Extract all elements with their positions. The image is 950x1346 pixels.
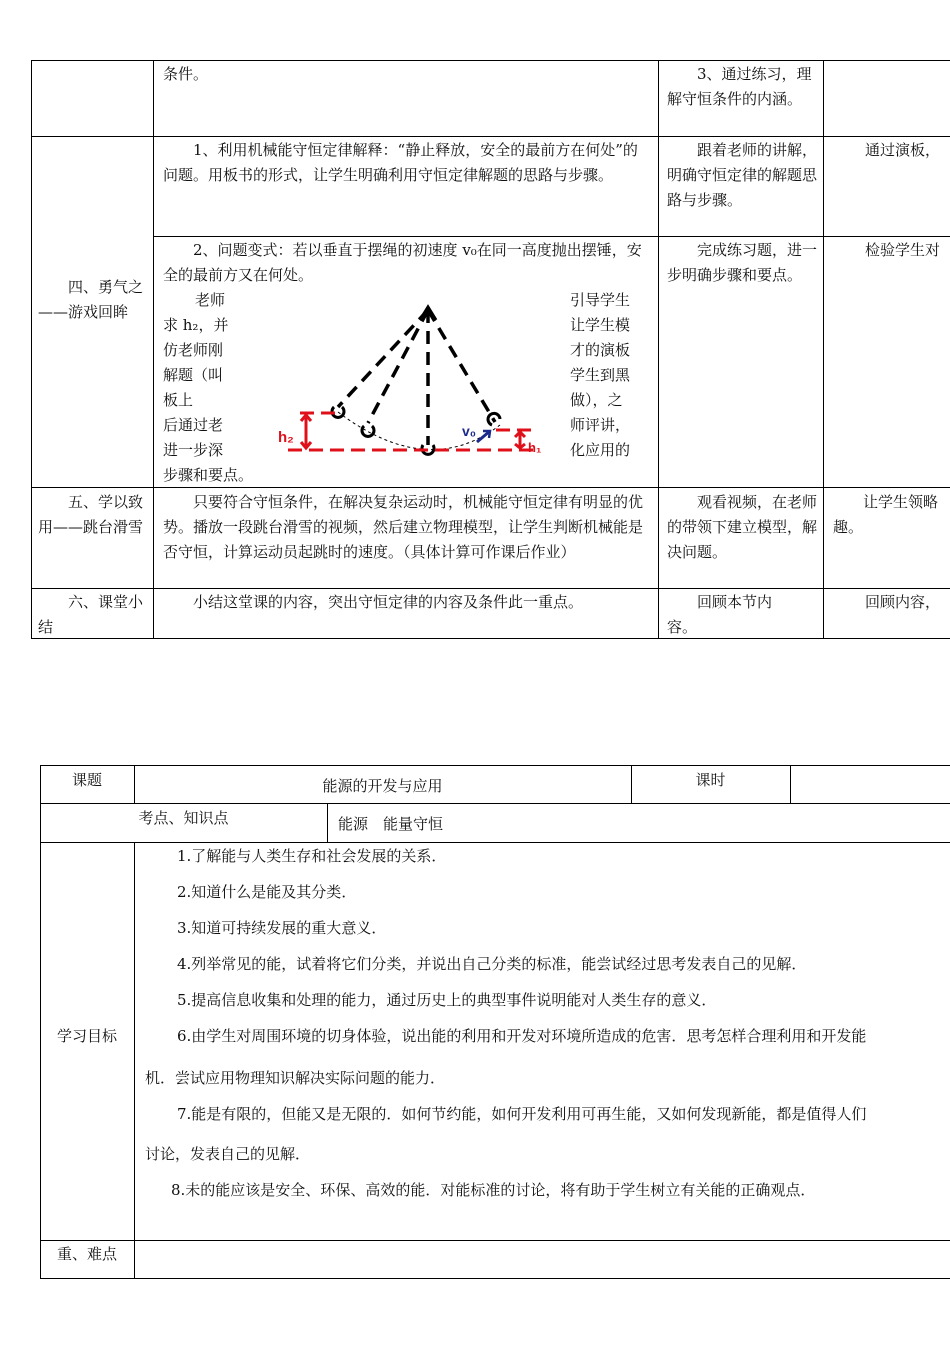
row2b-student-activity: 完成练习题，进一步明确步骤和要点。 — [667, 241, 818, 284]
left-line: 仿老师刚 — [163, 341, 224, 359]
difficulty-label: 重、难点 — [56, 1245, 117, 1263]
table1-col-divider — [153, 60, 154, 639]
table1-col-divider — [823, 60, 824, 639]
left-line: 解题（叫 — [163, 366, 224, 384]
goal-item: 7.能是有限的，但能又是无限的．如何节约能，如何开发利用可再生能，又如何发现新能，都是值得人们 — [177, 1105, 867, 1123]
right-line: 才的演板 — [570, 341, 631, 359]
goal-item: 5.提高信息收集和处理的能力，通过历史上的典型事件说明能对人类生存的意义． — [177, 991, 717, 1009]
table1-row-divider — [31, 588, 950, 589]
row2a-student-activity: 跟着老师的讲解，明确守恒定律的解题思路与步骤。 — [667, 141, 818, 209]
table2-border-top — [40, 765, 950, 766]
row4-design-intent: 回顾内容， — [865, 593, 941, 611]
goal-item: 2.知道什么是能及其分类． — [177, 883, 357, 901]
table2-col-divider — [134, 842, 135, 1279]
right-line: 化应用的 — [570, 441, 631, 459]
row3-stage: 五、学以致用——跳台滑雪 — [38, 493, 144, 536]
v0-label: v₀ — [462, 423, 477, 439]
row1-content: 条件。 — [163, 65, 209, 83]
goal-item: 8.未的能应该是安全、环保、高效的能．对能标准的讨论，将有助于学生树立有关能的正确观点． — [171, 1181, 816, 1199]
goal-item: 6.由学生对周围环境的切身体验，说出能的利用和开发对环境所造成的危害．思考怎样合理利用和开发能 — [177, 1027, 867, 1045]
left-line: 求 h₂，并 — [163, 316, 229, 334]
table2-row-divider — [40, 842, 950, 843]
h2-label: h₂ — [278, 429, 294, 446]
topic-value: 能源的开发与应用 — [322, 777, 443, 795]
bob-mid — [362, 426, 374, 436]
left-line: 板上 — [163, 391, 194, 409]
row3-design-intent: 让学生领略趣。 — [833, 493, 939, 536]
row2b-content: 2、问题变式：若以垂直于摆绳的初速度 v₀在同一高度抛出摆锤，安全的最前方又在何处。 — [163, 241, 642, 284]
row4-student-activity: 回顾本节内容。 — [667, 593, 773, 636]
table1-border-left — [31, 60, 32, 639]
left-line: 后通过老 — [163, 416, 224, 434]
goal-item-continued: 讨论，发表自己的见解． — [145, 1145, 311, 1163]
table2-row-divider — [40, 803, 950, 804]
h1-label: h₁ — [528, 440, 542, 455]
hours-label: 课时 — [695, 771, 726, 789]
right-line: 学生到黑 — [570, 366, 631, 384]
goal-item-continued: 机．尝试应用物理知识解决实际问题的能力． — [145, 1069, 446, 1087]
table2-row-divider — [40, 1240, 950, 1241]
row4-stage: 六、课堂小结 — [38, 593, 144, 636]
table1-row-divider — [31, 136, 950, 137]
right-line: 让学生模 — [570, 316, 631, 334]
table1-border-top — [31, 60, 950, 61]
row3-student-activity: 观看视频，在老师的带领下建立模型，解决问题。 — [667, 493, 818, 561]
right-line: 引导学生 — [570, 291, 631, 309]
table2-border-bottom — [40, 1278, 950, 1279]
row4-content: 小结这堂课的内容，突出守恒定律的内容及条件此一重点。 — [193, 593, 584, 611]
goal-item: 1.了解能与人类生存和社会发展的关系． — [177, 847, 447, 865]
right-line: 师评讲， — [570, 416, 631, 434]
rope-right — [428, 310, 495, 422]
row2-stage: 四、勇气之——游戏回眸 — [38, 278, 144, 321]
goals-label: 学习目标 — [56, 1027, 117, 1045]
row2a-content: 1、利用机械能守恒定律解释：“静止释放，安全的最前方在何处”的问题。用板书的形式，让学生明确利用守恒定律解题的思路与步骤。 — [163, 141, 638, 184]
left-line: 步骤和要点。 — [163, 466, 254, 484]
row3-content: 只要符合守恒条件，在解决复杂运动时，机械能守恒定律有明显的优势。播放一段跳台滑雪的视频，然后建立物理模型，让学生判断机械能是否守恒，计算运动员起跳时的速度。（具体计算可作课后作业） — [163, 493, 644, 561]
row2a-design-intent: 通过演板， — [865, 141, 941, 159]
table1-border-bottom — [31, 638, 950, 639]
table1-row-divider — [153, 236, 950, 237]
right-line: 做），之 — [570, 391, 623, 409]
row2b-left-text — [163, 288, 273, 488]
knowledge-points-value: 能源 能量守恒 — [338, 815, 444, 833]
topic-label: 课题 — [71, 771, 102, 789]
row1-student-activity: 3、通过练习，理解守恒条件的内涵。 — [667, 65, 812, 108]
goal-item: 4.列举常见的能，试着将它们分类，并说出自己分类的标准，能尝试经过思考发表自己的见解． — [177, 955, 807, 973]
knowledge-points-label: 考点、知识点 — [138, 809, 229, 827]
row2b-design-intent: 检验学生对 — [865, 241, 941, 259]
table2-col-divider — [790, 765, 791, 803]
left-line: 老师 — [195, 291, 226, 309]
row2b-right-text — [570, 288, 650, 463]
pendulum-figure — [270, 295, 570, 465]
table1-col-divider — [658, 60, 659, 639]
left-line: 进一步深 — [163, 441, 224, 459]
table2-col-divider — [327, 803, 328, 842]
goal-item: 3.知道可持续发展的重大意义． — [177, 919, 387, 937]
table2-border-left — [40, 765, 41, 1279]
rope-left-inner — [368, 310, 428, 423]
